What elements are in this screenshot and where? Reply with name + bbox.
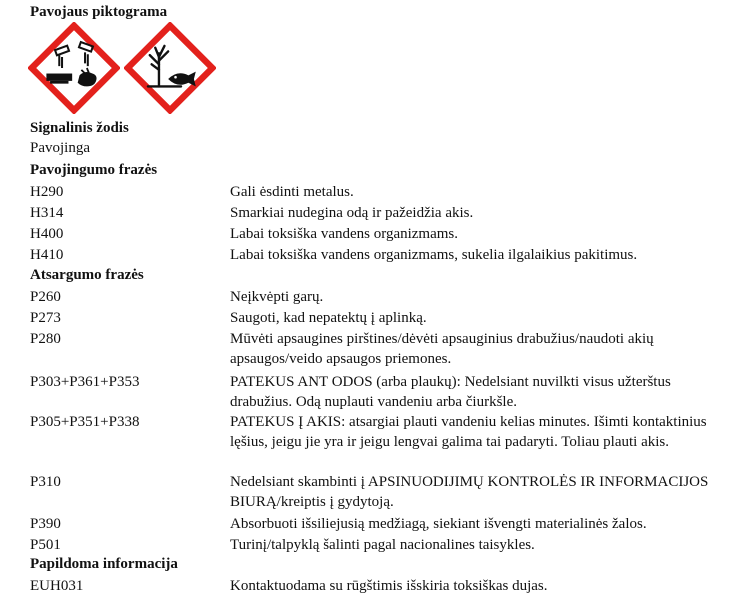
precaution-code: P501 (30, 537, 61, 553)
hazard-code: H314 (30, 205, 64, 221)
precaution-code: P390 (30, 516, 61, 532)
hazard-text: Labai toksiška vandens organizmams, sukelia ilgalaikius pakitimus. (230, 247, 638, 263)
hazard-text: Gali ėsdinti metalus. (230, 184, 354, 200)
hazard-text: Labai toksiška vandens organizmams. (230, 226, 459, 242)
signal-word: Pavojinga (30, 140, 90, 156)
signal-word-heading: Signalinis žodis (30, 120, 129, 136)
precaution-code: P310 (30, 474, 61, 490)
precaution-text: Neįkvėpti garų. (230, 289, 324, 305)
precaution-text: PATEKUS Į AKIS: atsargiai plauti vandeniu kelias minutes. Išimti kontaktinius lęšius, jeigu jie yra ir jeigu lengvai galima tai padaryti. Toliau plauti akis. (230, 414, 707, 450)
precaution-code: P260 (30, 289, 61, 305)
environment-pictogram-icon (124, 22, 216, 114)
supplementary-info-heading: Papildoma informacija (30, 556, 178, 572)
corrosion-pictogram-icon (28, 22, 120, 114)
pictogram-heading: Pavojaus piktograma (30, 4, 168, 20)
supplementary-text: Kontaktuodama su rūgštimis išskiria toksiškas dujas. (230, 578, 548, 594)
precautionary-statements-heading: Atsargumo frazės (30, 267, 144, 283)
precaution-text: Absorbuoti išsiliejusią medžiagą, siekiant išvengti materialinės žalos. (230, 516, 647, 532)
hazard-statements-heading: Pavojingumo frazės (30, 162, 158, 178)
hazard-code: H410 (30, 247, 64, 263)
precaution-text: Turinį/talpyklą šalinti pagal nacionalines taisykles. (230, 537, 535, 553)
precaution-code: P303+P361+P353 (30, 374, 140, 390)
hazard-code: H400 (30, 226, 64, 242)
precaution-code: P305+P351+P338 (30, 414, 140, 430)
supplementary-code: EUH031 (30, 578, 84, 594)
hazard-code: H290 (30, 184, 64, 200)
precaution-text: PATEKUS ANT ODOS (arba plaukų): Nedelsiant nuvilkti visus užterštus drabužius. Odą nuplauti vandeniu arba čiurkšle. (230, 374, 671, 410)
precaution-text: Saugoti, kad nepatektų į aplinką. (230, 310, 427, 326)
precaution-code: P280 (30, 331, 61, 347)
precaution-code: P273 (30, 310, 61, 326)
precaution-text: Nedelsiant skambinti į APSINUODIJIMŲ KONTROLĖS IR INFORMACIJOS BIURĄ/kreiptis į gydytoją. (230, 474, 709, 510)
hazard-text: Smarkiai nudegina odą ir pažeidžia akis. (230, 205, 474, 221)
precaution-text: Mūvėti apsaugines pirštines/dėvėti apsauginius drabužius/naudoti akių apsaugos/veido apsaugos priemones. (230, 331, 654, 367)
